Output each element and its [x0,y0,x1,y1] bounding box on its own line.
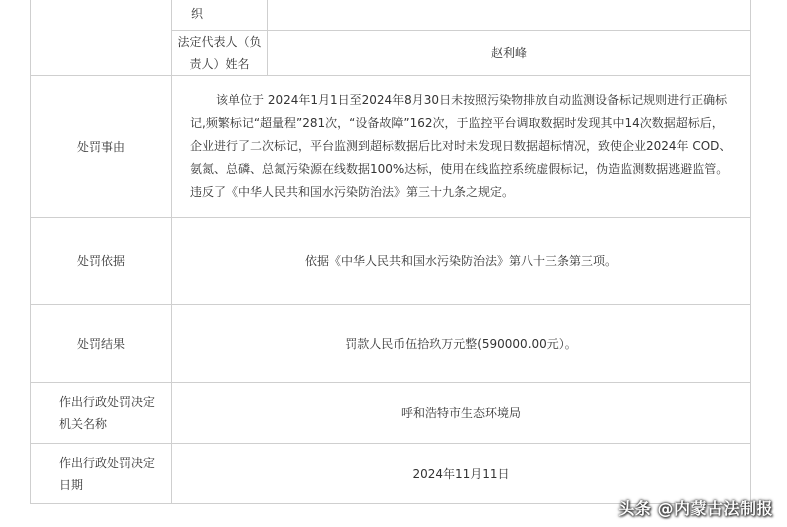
empty-cell [172,0,268,31]
table-row-result [31,305,751,383]
result-text: 罚款人民币伍拾玖万元整(590000.00元）。 [172,305,751,383]
result-label: 处罚结果 [31,305,172,383]
watermark [618,496,773,519]
empty-cell [268,0,751,31]
authority-text: 呼和浩特市生态环境局 [172,383,751,444]
reason-text: 该单位于 2024年1月1日至2024年8月30日未按照污染物排放自动监测设备标记规则进行正确标记,频繁标记“超量程”281次，“设备故障”162次，于监控平台调取数据时发现其中14次数据超标后，企业进行了二次标记，平台监测到超标数据后比对时未发现日数据超标情况，致使企业2024年 COD、氨氮、总磷、总氮污染源在线数据100%达标，使用在线监控系统虚假标记，伪造监测数据逃避监管。违反了《中华人民共和国水污染防治法》第三十九条之规定。 [172,76,751,218]
authority-label: 作出行政处罚决定机关名称 [31,383,172,444]
table-row-top [31,0,751,31]
table-row-reason [31,76,751,218]
org-label-fragment: 织 [191,7,204,21]
table-row-authority [31,383,751,444]
legal-rep-label: 法定代表人（负责人）姓名 [172,31,268,76]
table-row-date [31,444,751,504]
reason-label: 处罚事由 [31,76,172,218]
watermark-text: 头条 @内蒙古法制报 [618,499,773,518]
org-label-cell [31,0,204,76]
basis-text: 依据《中华人民共和国水污染防治法》第八十三条第三项。 [172,218,751,305]
legal-rep-value: 赵利峰 [268,31,751,76]
date-text: 2024年11月11日 [172,444,751,504]
table-row-basis [31,218,751,305]
date-label: 作出行政处罚决定日期 [31,444,172,504]
basis-label: 处罚依据 [31,218,172,305]
penalty-info-table [30,0,751,504]
